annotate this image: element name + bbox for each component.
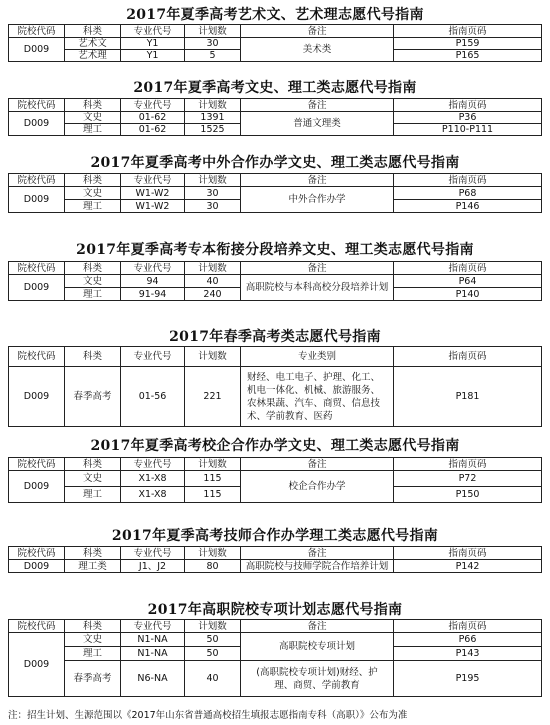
page-cell: P72 [394, 471, 542, 487]
header-page: 指南页码 [394, 262, 542, 275]
category-cell: 春季高考 [65, 367, 121, 427]
major-code-cell: Y1 [121, 50, 185, 62]
major-code-cell: 94 [121, 275, 185, 288]
header-school-code: 院校代码 [9, 25, 65, 38]
header-page: 指南页码 [394, 458, 542, 471]
category-cell: 文史 [65, 187, 121, 200]
school-code-cell: D009 [9, 471, 65, 503]
major-code-cell: X1-X8 [121, 487, 185, 503]
header-category: 科类 [65, 262, 121, 275]
header-major-code: 专业代号 [121, 174, 185, 187]
school-code-cell: D009 [9, 187, 65, 213]
category-cell: 文史 [65, 471, 121, 487]
header-note: 备注 [241, 620, 394, 633]
header-major-code: 专业代号 [121, 620, 185, 633]
header-plan: 计划数 [185, 458, 241, 471]
major-code-cell: W1-W2 [121, 187, 185, 200]
header-plan: 计划数 [185, 347, 241, 367]
header-page: 指南页码 [394, 347, 542, 367]
header-plan: 计划数 [185, 25, 241, 38]
category-cell: 春季高考 [65, 661, 121, 697]
page-cell: P143 [394, 647, 542, 661]
page-cell: P110-P111 [394, 124, 542, 136]
plan-cell: 115 [185, 487, 241, 503]
major-code-cell: 01-56 [121, 367, 185, 427]
category-cell: 文史 [65, 112, 121, 124]
plan-cell: 50 [185, 633, 241, 647]
page-cell: P159 [394, 38, 542, 50]
header-note: 备注 [241, 174, 394, 187]
major-types-cell: 财经、电工电子、护理、化工、机电一体化、机械、旅游服务、农林果蔬、汽车、商贸、信息技术、学前教育、医药 [241, 367, 394, 427]
header-school-code: 院校代码 [9, 458, 65, 471]
school-code-cell: D009 [9, 38, 65, 62]
header-school-code: 院校代码 [9, 262, 65, 275]
school-code-cell: D009 [9, 275, 65, 301]
header-category: 科类 [65, 174, 121, 187]
note-cell: 高职院校与技师学院合作培养计划 [241, 560, 394, 573]
section-title-school-enterprise: 2017年夏季高考校企合作办学文史、理工类志愿代号指南 [90, 438, 460, 454]
header-note: 备注 [241, 547, 394, 560]
header-plan: 计划数 [185, 262, 241, 275]
header-major-code: 专业代号 [121, 262, 185, 275]
header-note: 备注 [241, 25, 394, 38]
category-cell: 理工 [65, 288, 121, 301]
plan-cell: 1391 [185, 112, 241, 124]
page-cell: P150 [394, 487, 542, 503]
category-cell: 理工 [65, 647, 121, 661]
header-school-code: 院校代码 [9, 99, 65, 112]
school-code-cell: D009 [9, 112, 65, 136]
plan-cell: 30 [185, 187, 241, 200]
table-segmented [8, 261, 542, 301]
section-title-special-plan: 2017年高职院校专项计划志愿代号指南 [147, 602, 403, 618]
section-title-general: 2017年夏季高考文史、理工类志愿代号指南 [133, 80, 417, 96]
category-cell: 理工 [65, 124, 121, 136]
header-major-code: 专业代号 [121, 347, 185, 367]
note-cell: 中外合作办学 [241, 187, 394, 213]
header-page: 指南页码 [394, 174, 542, 187]
note-cell: 美术类 [241, 38, 394, 62]
category-cell: 理工 [65, 487, 121, 503]
page-cell: P64 [394, 275, 542, 288]
page-cell: P181 [394, 367, 542, 427]
major-code-cell: N1-NA [121, 647, 185, 661]
header-major-type: 专业类别 [241, 347, 394, 367]
header-plan: 计划数 [185, 547, 241, 560]
note-cell: 高职院校专项计划 [241, 633, 394, 661]
header-category: 科类 [65, 620, 121, 633]
header-note: 备注 [241, 99, 394, 112]
school-code-cell: D009 [9, 367, 65, 427]
plan-cell: 50 [185, 647, 241, 661]
page-cell: P195 [394, 661, 542, 697]
header-school-code: 院校代码 [9, 174, 65, 187]
plan-cell: 40 [185, 275, 241, 288]
category-cell: 艺术文 [65, 38, 121, 50]
header-plan: 计划数 [185, 174, 241, 187]
major-code-cell: N6-NA [121, 661, 185, 697]
note-cell: 校企合作办学 [241, 471, 394, 503]
page-cell: P165 [394, 50, 542, 62]
category-cell: 艺术理 [65, 50, 121, 62]
header-note: 备注 [241, 458, 394, 471]
major-code-cell: N1-NA [121, 633, 185, 647]
page-cell: P142 [394, 560, 542, 573]
table-sino-foreign [8, 173, 542, 213]
category-cell: 理工类 [65, 560, 121, 573]
plan-cell: 80 [185, 560, 241, 573]
footnote: 注：招生计划、生源范围以《2017年山东省普通高校招生填报志愿指南专科（高职）》公布为准 [8, 710, 408, 721]
major-code-cell: 01-62 [121, 124, 185, 136]
section-title-spring: 2017年春季高考类志愿代号指南 [169, 329, 381, 345]
plan-cell: 240 [185, 288, 241, 301]
header-category: 科类 [65, 25, 121, 38]
header-category: 科类 [65, 547, 121, 560]
header-major-code: 专业代号 [121, 25, 185, 38]
header-school-code: 院校代码 [9, 347, 65, 367]
major-code-cell: Y1 [121, 38, 185, 50]
major-code-cell: 91-94 [121, 288, 185, 301]
header-school-code: 院校代码 [9, 547, 65, 560]
note-cell: 普通文理类 [241, 112, 394, 136]
major-code-cell: J1、J2 [121, 560, 185, 573]
header-category: 科类 [65, 99, 121, 112]
page-cell: P66 [394, 633, 542, 647]
plan-cell: 5 [185, 50, 241, 62]
section-title-sino-foreign: 2017年夏季高考中外合作办学文史、理工类志愿代号指南 [90, 155, 460, 171]
table-special-plan [8, 619, 542, 697]
major-code-cell: W1-W2 [121, 200, 185, 213]
page-cell: P36 [394, 112, 542, 124]
major-code-cell: 01-62 [121, 112, 185, 124]
plan-cell: 40 [185, 661, 241, 697]
plan-cell: 30 [185, 38, 241, 50]
header-plan: 计划数 [185, 99, 241, 112]
plan-cell: 115 [185, 471, 241, 487]
header-category: 科类 [65, 458, 121, 471]
plan-cell: 30 [185, 200, 241, 213]
school-code-cell: D009 [9, 633, 65, 697]
page-cell: P146 [394, 200, 542, 213]
section-title-art: 2017年夏季高考艺术文、艺术理志愿代号指南 [126, 7, 424, 23]
page-cell: P140 [394, 288, 542, 301]
school-code-cell: D009 [9, 560, 65, 573]
note-cell: (高职院校专项计划)财经、护理、商贸、学前教育 [241, 661, 394, 697]
plan-cell: 1525 [185, 124, 241, 136]
header-page: 指南页码 [394, 620, 542, 633]
plan-cell: 221 [185, 367, 241, 427]
header-page: 指南页码 [394, 25, 542, 38]
header-school-code: 院校代码 [9, 620, 65, 633]
header-major-code: 专业代号 [121, 547, 185, 560]
note-cell: 高职院校与本科高校分段培养计划 [241, 275, 394, 301]
table-art [8, 24, 542, 62]
table-school-enterprise [8, 457, 542, 503]
header-category: 科类 [65, 347, 121, 367]
category-cell: 理工 [65, 200, 121, 213]
header-major-code: 专业代号 [121, 458, 185, 471]
header-plan: 计划数 [185, 620, 241, 633]
category-cell: 文史 [65, 275, 121, 288]
table-technician [8, 546, 542, 573]
page-cell: P68 [394, 187, 542, 200]
header-major-code: 专业代号 [121, 99, 185, 112]
section-title-segmented: 2017年夏季高考专本衔接分段培养文史、理工类志愿代号指南 [76, 242, 474, 258]
major-code-cell: X1-X8 [121, 471, 185, 487]
header-page: 指南页码 [394, 99, 542, 112]
table-spring [8, 346, 542, 427]
header-page: 指南页码 [394, 547, 542, 560]
section-title-technician: 2017年夏季高考技师合作办学理工类志愿代号指南 [111, 528, 439, 544]
header-note: 备注 [241, 262, 394, 275]
table-general [8, 98, 542, 136]
category-cell: 文史 [65, 633, 121, 647]
